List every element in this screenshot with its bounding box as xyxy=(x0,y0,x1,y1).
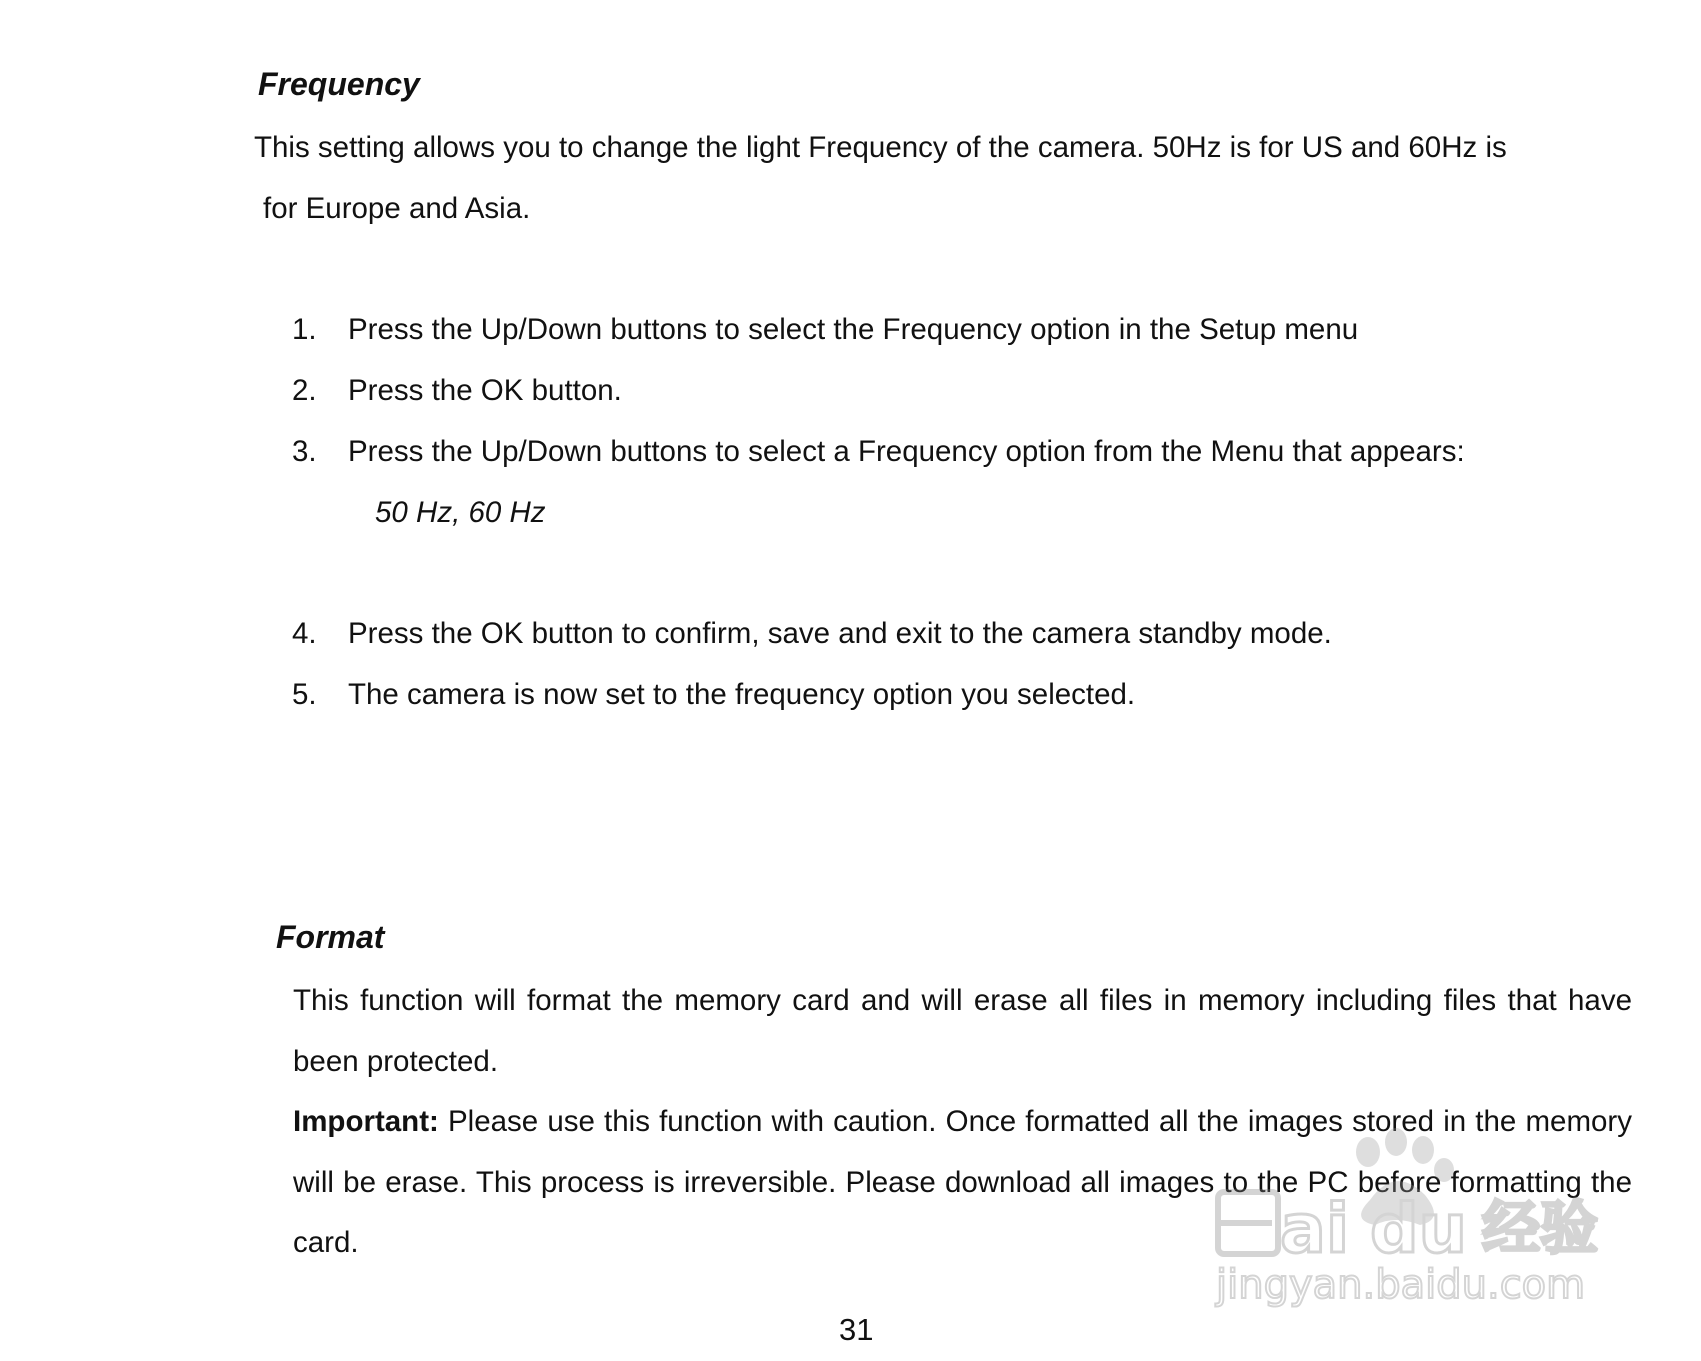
important-text: Please use this function with caution. Once formatted all the images stored in the memory will be erase. This process is irreversible. Please download all images to the PC before formatting the card. xyxy=(293,1105,1632,1259)
step-text-1: Press the Up/Down buttons to select the Frequency option in the Setup menu xyxy=(348,313,1359,346)
step-number-2: 2. xyxy=(292,374,317,407)
step-number-3: 3. xyxy=(292,435,317,468)
svg-text:经验: 经验 xyxy=(1482,1194,1599,1262)
step-number-1: 1. xyxy=(292,313,317,346)
step-number-5: 5. xyxy=(292,678,317,711)
baidu-jingyan-watermark xyxy=(1210,1120,1630,1310)
format-description: This function will format the memory card and will erase all files in memory including files that have been protected. xyxy=(293,984,1632,1078)
svg-text:du: du xyxy=(1370,1190,1468,1269)
step-text-5: The camera is now set to the frequency option you selected. xyxy=(348,678,1136,711)
frequency-intro: This setting allows you to change the light Frequency of the camera. 50Hz is for US and 60Hz is xyxy=(254,131,1507,164)
svg-text:ai: ai xyxy=(1280,1190,1350,1269)
format-heading: Format xyxy=(276,919,385,955)
step-text-3: Press the Up/Down buttons to select a Frequency option from the Menu that appears: xyxy=(348,435,1465,468)
frequency-intro-continued: for Europe and Asia. xyxy=(263,192,531,225)
important-label: Important: xyxy=(293,1105,439,1138)
page-number: 31 xyxy=(839,1312,874,1347)
frequency-options: 50 Hz, 60 Hz xyxy=(375,496,546,529)
svg-text:jingyan.baidu.com: jingyan.baidu.com xyxy=(1216,1262,1586,1308)
frequency-heading: Frequency xyxy=(258,66,420,102)
step-text-2: Press the OK button. xyxy=(348,374,622,407)
step-text-4: Press the OK button to confirm, save and exit to the camera standby mode. xyxy=(348,617,1332,650)
step-number-4: 4. xyxy=(292,617,317,650)
